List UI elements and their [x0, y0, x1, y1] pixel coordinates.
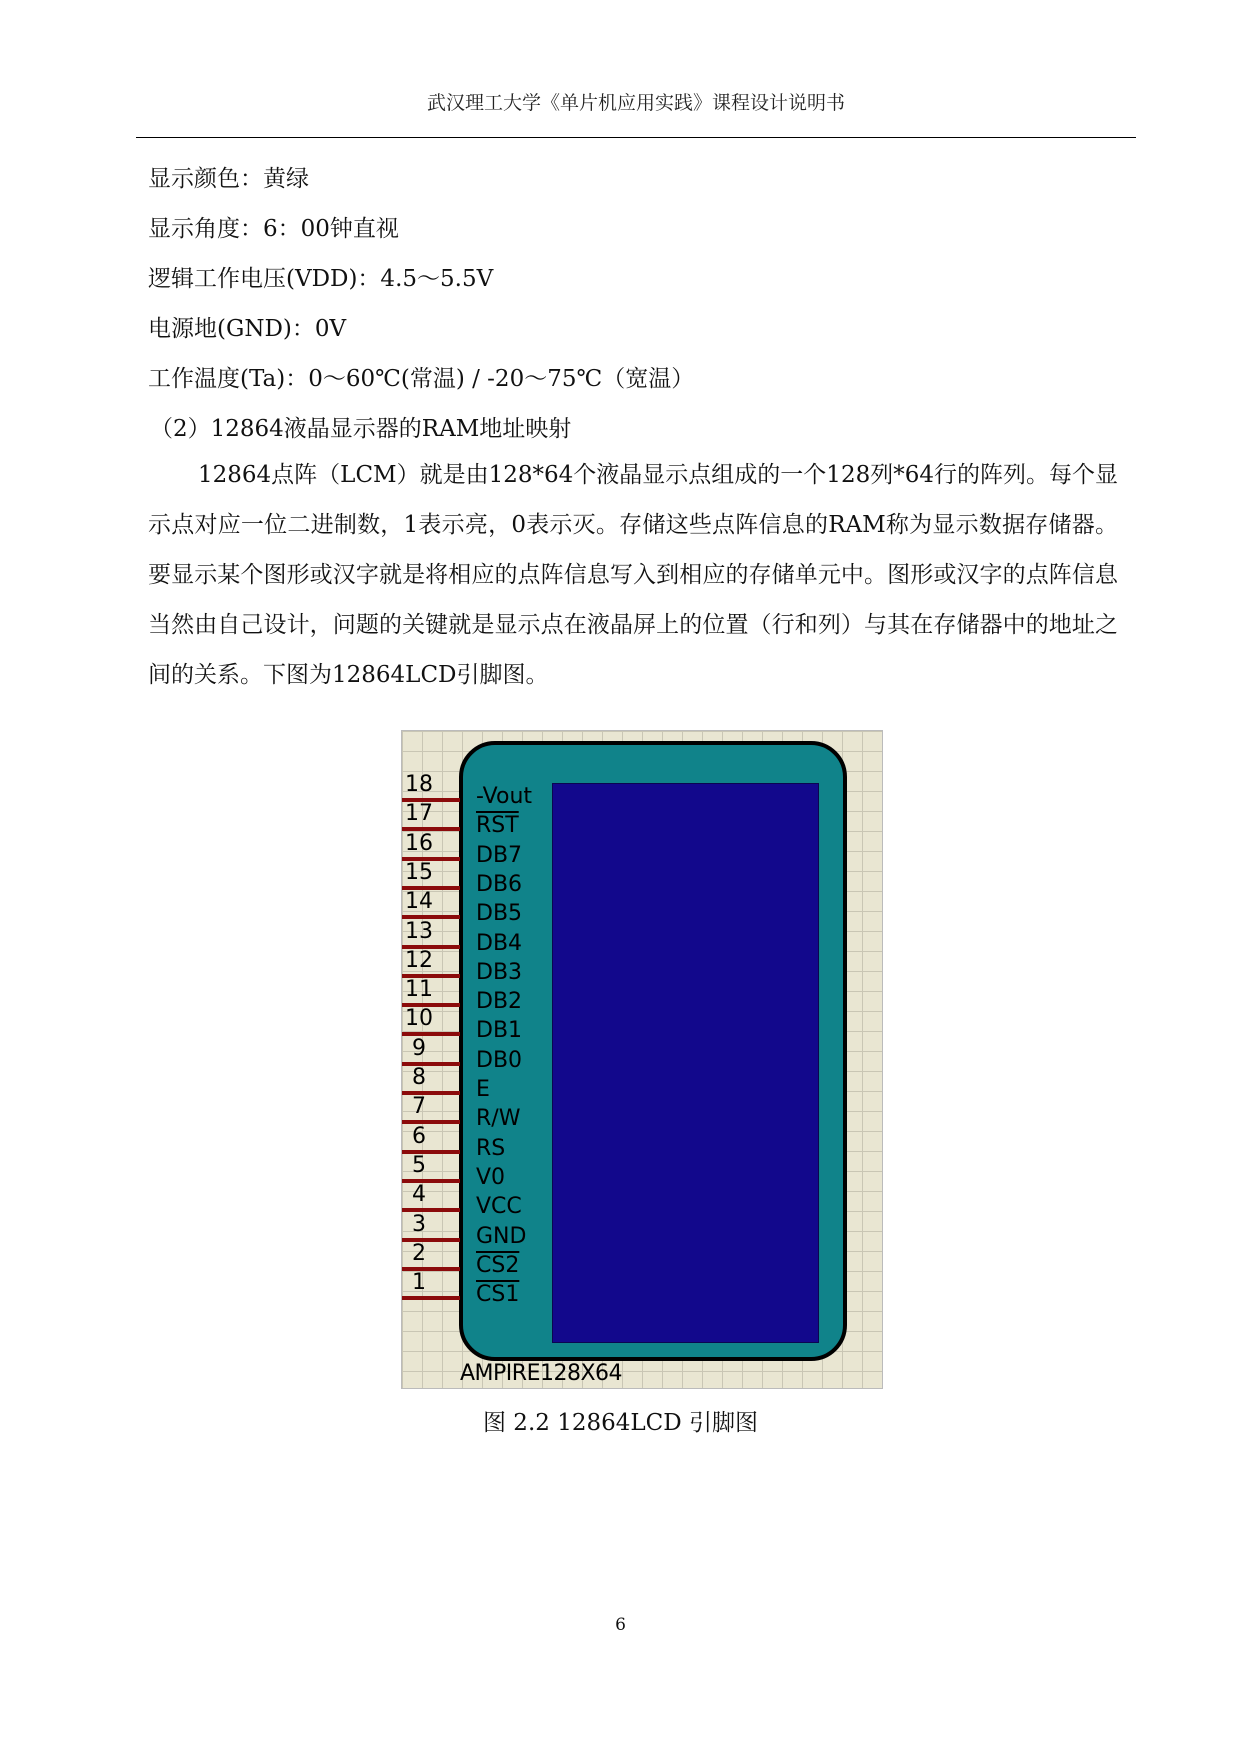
- pin-number: 6: [412, 1123, 426, 1149]
- pin-3: [402, 1211, 602, 1249]
- spec-line-viewing-angle: 显示角度：6：00钟直视: [148, 216, 399, 242]
- pin-1: [402, 1270, 602, 1308]
- pin-label: RS: [476, 1135, 506, 1161]
- pin-label: DB3: [476, 959, 523, 985]
- pin-label: E: [476, 1077, 490, 1102]
- pin-number: 18: [405, 772, 433, 797]
- pin-12: [402, 947, 602, 985]
- pin-10: [402, 1006, 602, 1044]
- page-number: 6: [615, 1615, 626, 1635]
- lcd-pinout-figure: [401, 730, 883, 1389]
- pin-label: V0: [476, 1164, 506, 1190]
- pin-number: 17: [405, 801, 433, 827]
- pin-number: 16: [405, 830, 433, 856]
- pin-number: 1: [412, 1270, 426, 1296]
- header-divider: [136, 137, 1136, 138]
- pin-number: 11: [405, 977, 433, 1003]
- pin-number: 8: [412, 1065, 426, 1090]
- spec-line-operating-temp: 工作温度(Ta)：0～60℃(常温) / -20～75℃（宽温）: [148, 366, 695, 392]
- pin-label: DB6: [476, 871, 523, 897]
- pin-number: 7: [412, 1094, 426, 1120]
- chip-name-label: AMPIRE128X64: [460, 1361, 623, 1386]
- pin-16: [402, 830, 602, 868]
- pin-2: [402, 1240, 602, 1278]
- pin-label: VCC: [476, 1194, 522, 1220]
- pin-label: DB0: [476, 1047, 523, 1073]
- pin-number: 14: [405, 889, 433, 915]
- pin-13: [402, 918, 602, 956]
- pin-number: 5: [412, 1152, 426, 1178]
- figure-caption: 图 2.2 12864LCD 引脚图: [483, 1410, 758, 1436]
- pin-number: 9: [412, 1035, 426, 1061]
- pin-label: DB4: [476, 930, 523, 956]
- pin-label: -Vout: [476, 784, 533, 809]
- pin-number: 13: [405, 918, 433, 944]
- pin-14: [402, 889, 602, 927]
- pin-number: 3: [412, 1211, 426, 1237]
- pin-lead: [402, 1296, 460, 1300]
- spec-line-logic-voltage: 逻辑工作电压(VDD)：4.5～5.5V: [148, 266, 494, 292]
- pin-4: [402, 1182, 602, 1220]
- section-title: （2）12864液晶显示器的RAM地址映射: [150, 416, 572, 442]
- pin-6: [402, 1123, 602, 1161]
- pin-number: 2: [412, 1240, 426, 1266]
- pin-number: 10: [405, 1006, 433, 1032]
- pin-8: [402, 1065, 602, 1102]
- pin-label: DB7: [476, 842, 523, 868]
- pin-number: 4: [412, 1182, 426, 1208]
- body-paragraph: 12864点阵（LCM）就是由128*64个液晶显示点组成的一个128列*64行的阵列。每个显示点对应一位二进制数，1表示亮，0表示灭。存储这些点阵信息的RAM称为显示数据存储器。要显示某个图形或汉字就是将相应的点阵信息写入到相应的存储单元中。图形或汉字的点阵信息当然由自己设计，问题的关键就是显示点在液晶屏上的位置（行和列）与其在存储器中的地址之间的关系。下图为12864LCD引脚图。: [148, 462, 1118, 688]
- spec-line-display-color: 显示颜色：黄绿: [148, 166, 309, 192]
- pin-label: GND: [476, 1223, 527, 1249]
- pin-7: [402, 1094, 602, 1132]
- pin-label: DB1: [476, 1018, 523, 1044]
- pin-label: DB2: [476, 989, 523, 1015]
- pin-15: [402, 859, 602, 897]
- pin-label: CS2: [476, 1252, 520, 1278]
- pin-17: [402, 801, 602, 839]
- pin-label: CS1: [476, 1282, 520, 1308]
- pin-number: 12: [405, 947, 433, 973]
- pin-11: [402, 977, 602, 1015]
- pin-label: $\overline{RST}$: [476, 813, 519, 839]
- page-header: 武汉理工大学《单片机应用实践》课程设计说明书: [426, 92, 845, 114]
- pin-18: [402, 772, 602, 809]
- spec-line-ground: 电源地(GND)：0V: [148, 316, 347, 342]
- pin-9: [402, 1035, 602, 1073]
- pin-number: 15: [405, 859, 433, 885]
- pin-label: DB5: [476, 901, 523, 927]
- pin-label: R/W: [476, 1106, 521, 1132]
- pin-5: [402, 1152, 602, 1190]
